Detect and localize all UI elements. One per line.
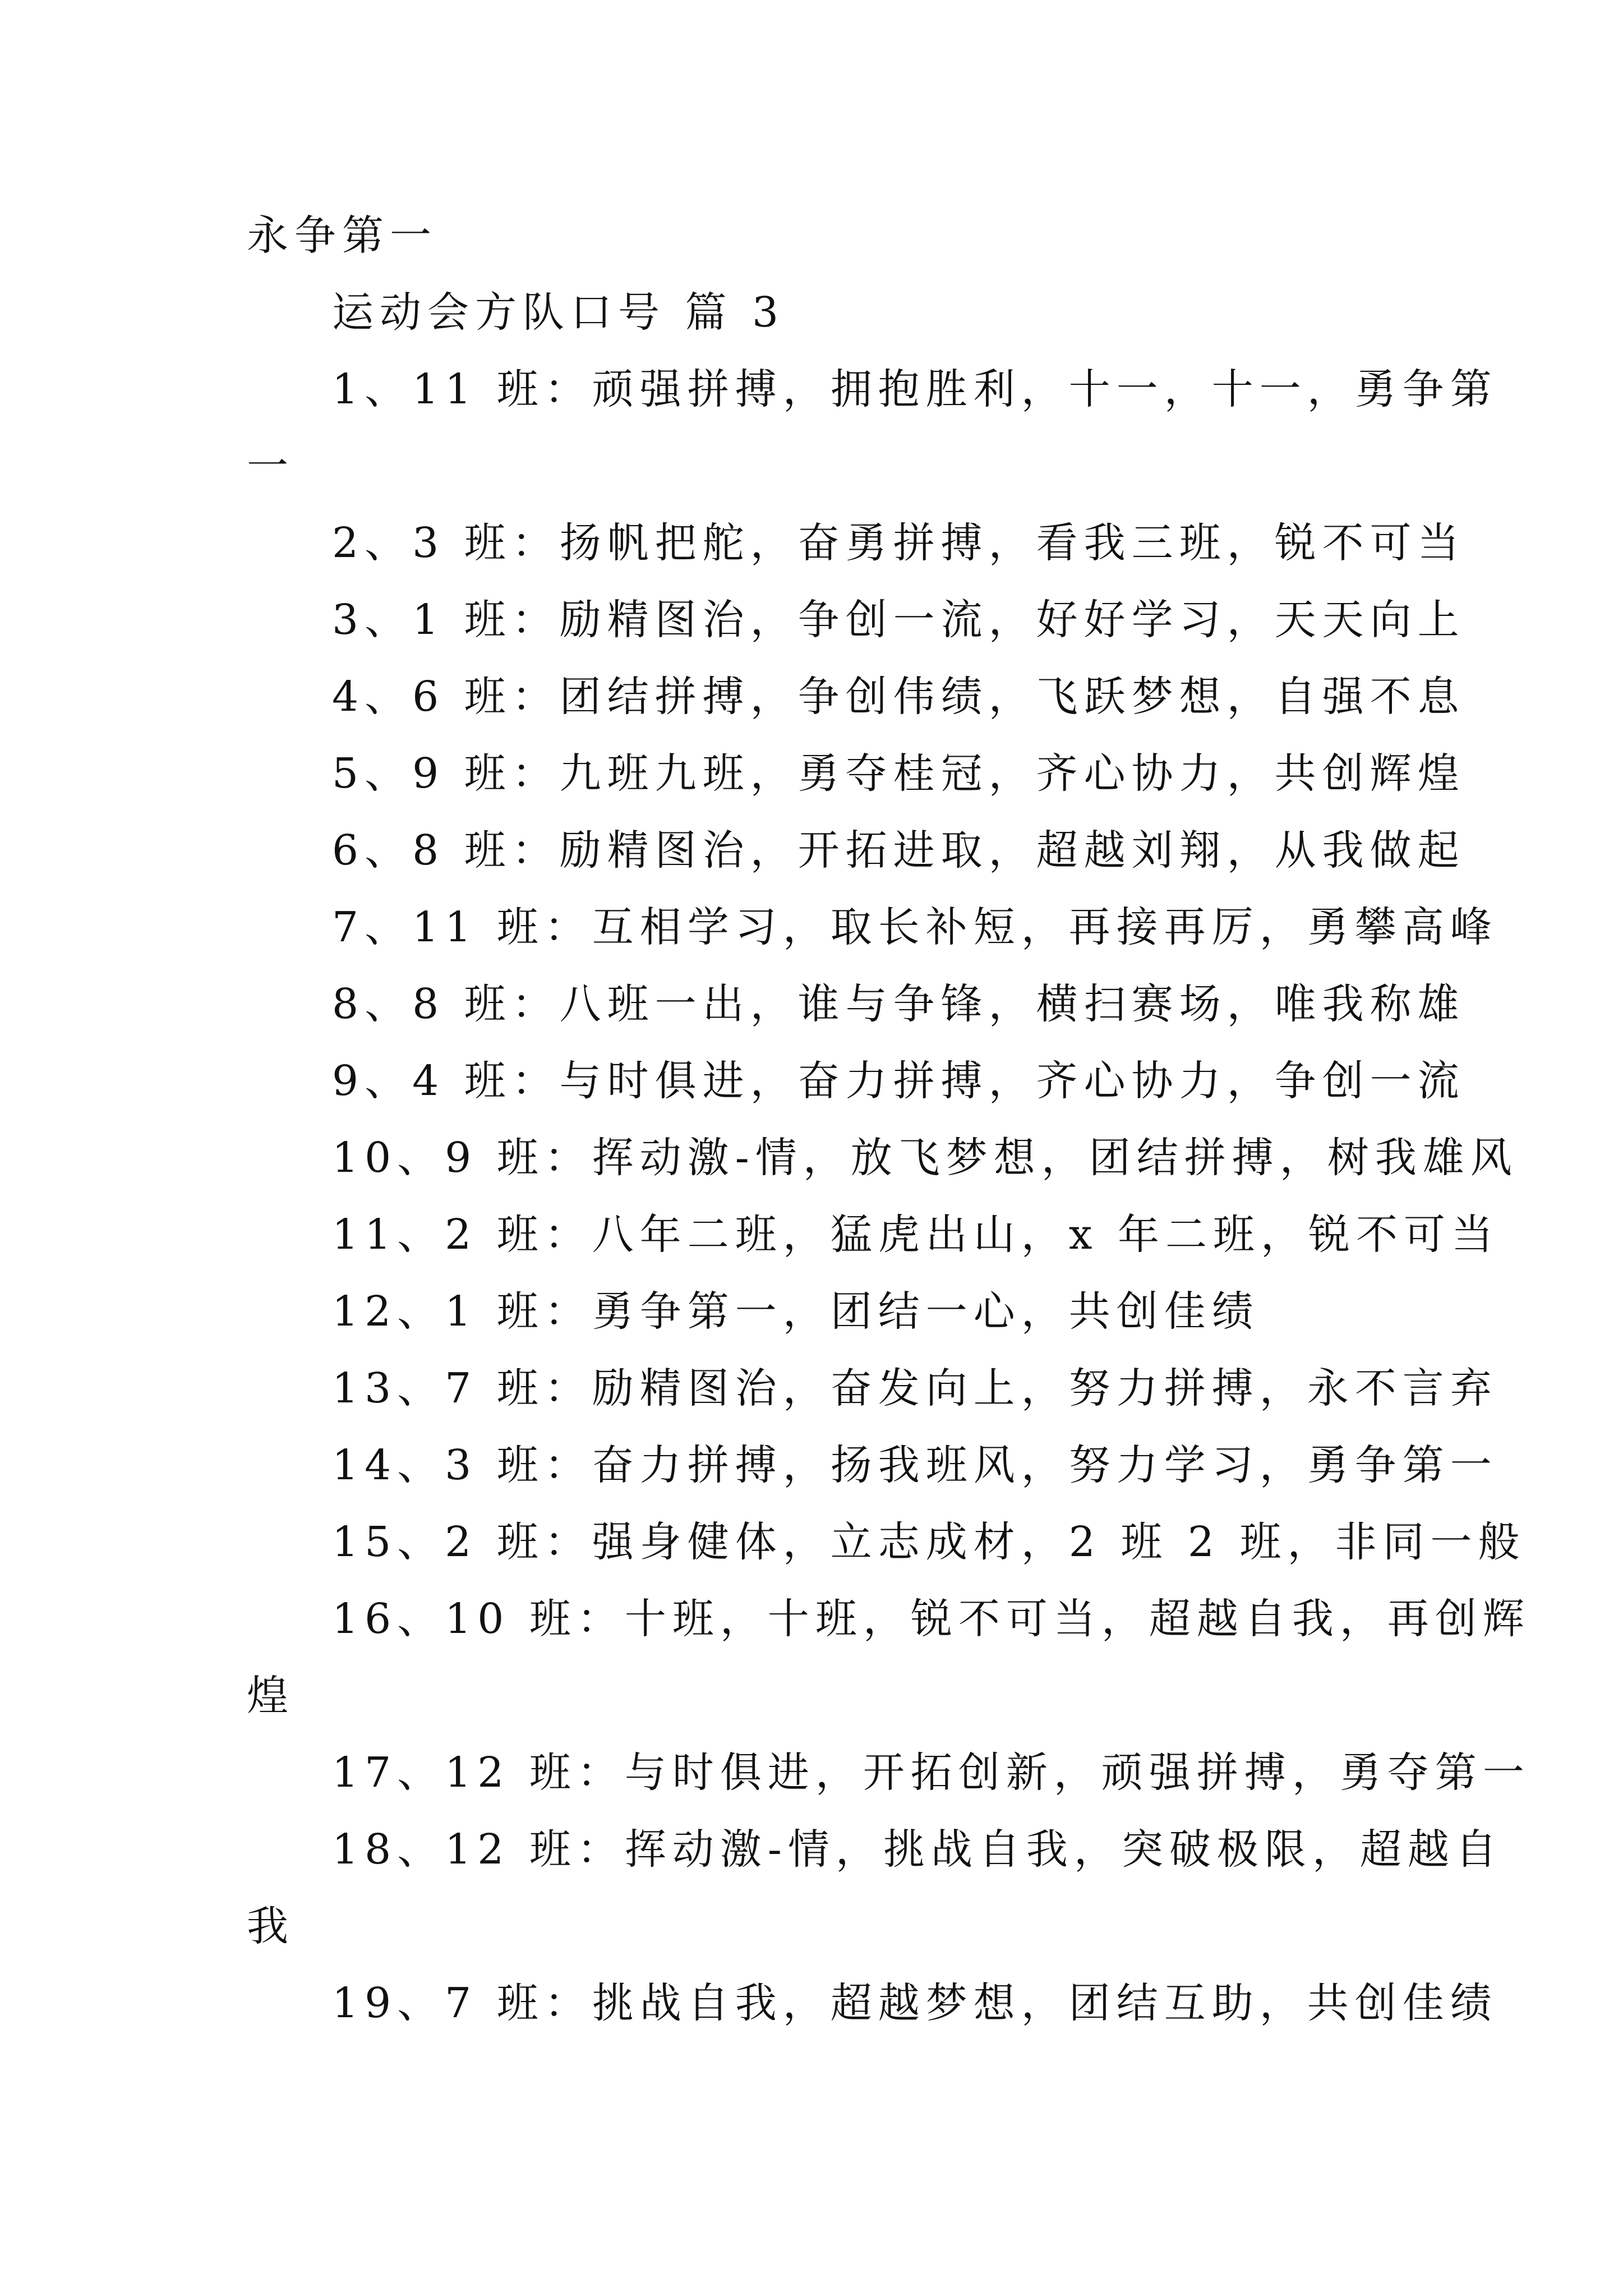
slogan-line: 19、7 班：挑战自我，超越梦想，团结互助，共创佳绩 xyxy=(332,1979,1498,2027)
text-line: 永争第一 xyxy=(247,211,437,260)
slogan-continuation: 我 xyxy=(247,1902,294,1950)
slogan-line: 14、3 班：奋力拼搏，扬我班风，努力学习，勇争第一 xyxy=(332,1441,1498,1489)
slogan-continuation: 一 xyxy=(247,442,294,490)
slogan-line: 6、8 班：励精图治，开拓进取，超越刘翔，从我做起 xyxy=(332,826,1465,875)
document-body xyxy=(247,197,1530,2042)
slogan-line: 13、7 班：励精图治，奋发向上，努力拼搏，永不言弃 xyxy=(332,1364,1498,1412)
slogan-line: 18、12 班：挥动激-情，挑战自我，突破极限，超越自 xyxy=(332,1825,1503,1874)
slogan-line: 4、6 班：团结拼搏，争创伟绩，飞跃梦想，自强不息 xyxy=(332,673,1465,721)
slogan-line: 11、2 班：八年二班，猛虎出山，x 年二班，锐不可当 xyxy=(332,1211,1500,1259)
slogan-line: 7、11 班：互相学习，取长补短，再接再厉，勇攀高峰 xyxy=(332,903,1498,951)
slogan-line: 12、1 班：勇争第一，团结一心，共创佳绩 xyxy=(332,1287,1260,1336)
section-heading: 运动会方队口号 篇 3 xyxy=(332,288,785,337)
slogan-line: 2、3 班：扬帆把舵，奋勇拼搏，看我三班，锐不可当 xyxy=(332,519,1465,567)
slogan-line: 17、12 班：与时俱进，开拓创新，顽强拼搏，勇夺第一 xyxy=(332,1749,1530,1797)
slogan-line: 10、9 班：挥动激-情，放飞梦想，团结拼搏，树我雄风 xyxy=(332,1134,1518,1182)
slogan-line: 5、9 班：九班九班，勇夺桂冠，齐心协力，共创辉煌 xyxy=(332,749,1465,798)
slogan-line: 8、8 班：八班一出，谁与争锋，横扫赛场，唯我称雄 xyxy=(332,980,1465,1028)
slogan-line: 3、1 班：励精图治，争创一流，好好学习，天天向上 xyxy=(332,596,1465,644)
slogan-line: 9、4 班：与时俱进，奋力拼搏，齐心协力，争创一流 xyxy=(332,1057,1465,1105)
slogan-line: 16、10 班：十班，十班，锐不可当，超越自我，再创辉 xyxy=(332,1595,1530,1643)
slogan-continuation: 煌 xyxy=(247,1672,294,1720)
slogan-line: 15、2 班：强身健体，立志成材，2 班 2 班，非同一般 xyxy=(332,1518,1526,1566)
slogan-line: 1、11 班：顽强拼搏，拥抱胜利，十一，十一，勇争第 xyxy=(332,365,1498,413)
